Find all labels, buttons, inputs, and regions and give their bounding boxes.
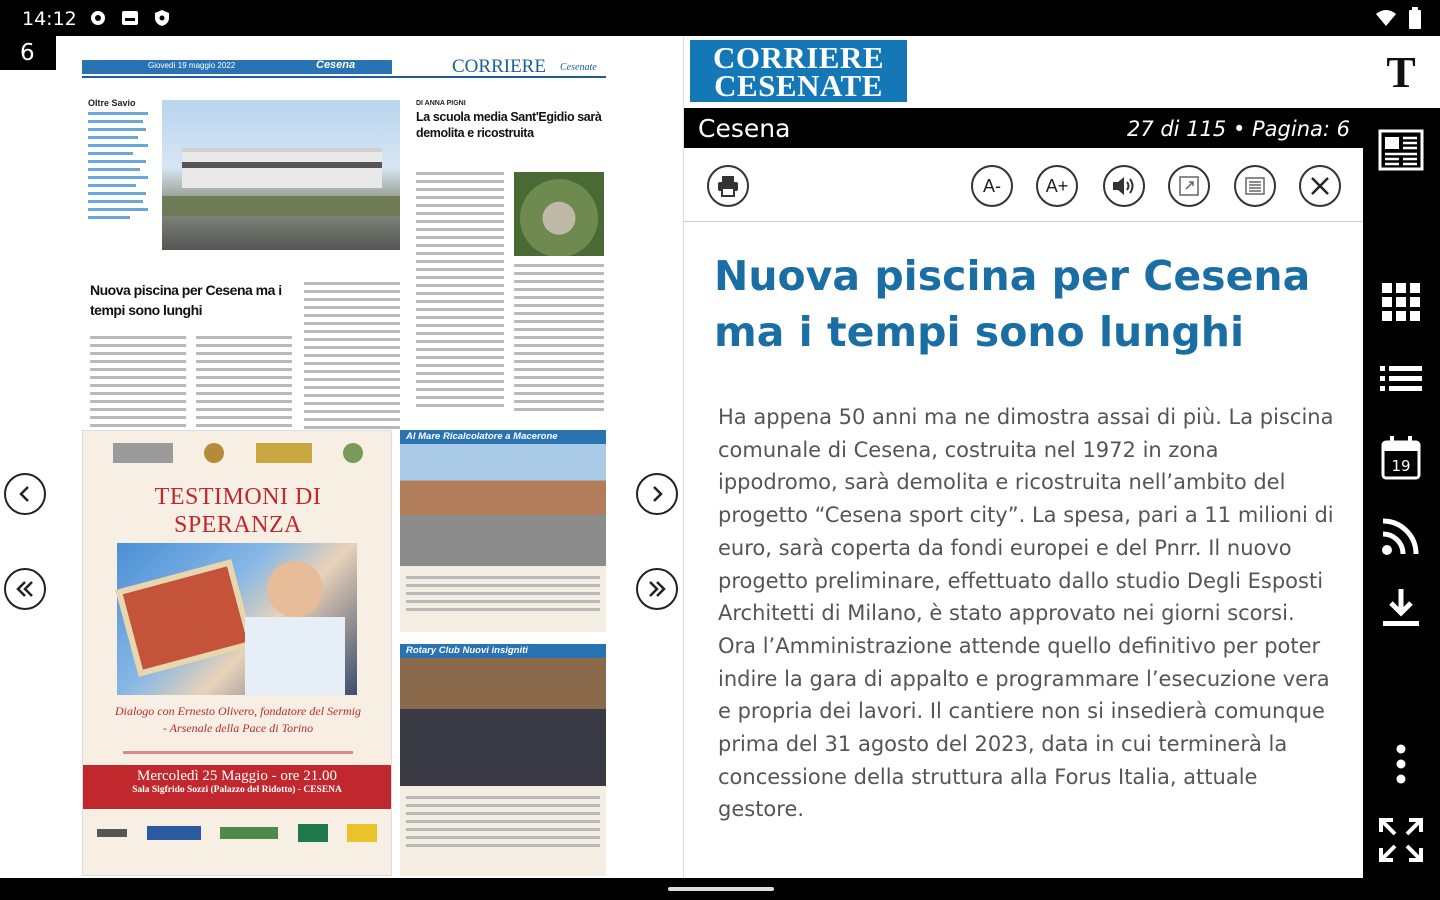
- newspaper-header: [82, 56, 606, 78]
- article-position: 27 di 115 • Pagina: 6: [1126, 117, 1350, 141]
- photo2-caption: Rotary Club Nuovi insigniti: [406, 645, 528, 656]
- newspaper-page[interactable]: [82, 56, 606, 876]
- logo-line-1: CORRIERE: [712, 40, 885, 75]
- newspaper-main-headline: Nuova piscina per Cesena ma i tempi sono lunghi: [90, 282, 282, 318]
- expand-icon: [1178, 175, 1200, 197]
- newspaper-logo: [690, 40, 907, 102]
- more-options-button[interactable]: [1377, 740, 1425, 788]
- article-list-button[interactable]: [1377, 355, 1425, 403]
- double-chevron-left-icon: [13, 579, 37, 599]
- article-headline: Nuova piscina per Cesena ma i tempi sono lunghi: [714, 252, 1311, 356]
- newspaper-sub-headline: La scuola media Sant'Egidio sarà demolita e ricostruita: [416, 110, 602, 140]
- download-icon: [1381, 587, 1421, 629]
- shield-icon: [152, 8, 172, 28]
- expand-button[interactable]: [1168, 165, 1210, 207]
- home-gesture-handle[interactable]: [668, 887, 774, 891]
- newspaper-sidebar-title: Oltre Savio: [88, 98, 136, 108]
- last-page-button[interactable]: [636, 568, 678, 610]
- double-chevron-right-icon: [645, 579, 669, 599]
- newspaper-sidebar-column: [88, 98, 154, 224]
- download-button[interactable]: [1377, 584, 1425, 632]
- calendar-button[interactable]: [1377, 434, 1425, 482]
- grid-icon: [1382, 283, 1420, 321]
- ad-date: Mercoledì 25 Maggio - ore 21.00: [137, 768, 337, 784]
- aerial-school-photo: [514, 172, 604, 256]
- printer-icon: [716, 175, 740, 197]
- street-photo-block: [400, 430, 606, 632]
- newspaper-sub-kicker: DI ANNA PIGNI: [416, 100, 466, 107]
- close-article-button[interactable]: [1299, 165, 1341, 207]
- font-decrease-button[interactable]: A-: [971, 165, 1013, 207]
- newspaper-header-brand: CORRIERE: [452, 56, 546, 77]
- page-viewer[interactable]: [0, 36, 683, 878]
- pool-building-photo: [162, 100, 400, 250]
- list-icon: [1380, 365, 1422, 393]
- rss-icon: [1381, 516, 1421, 556]
- ad-caption: Dialogo con Ernesto Olivero, fondatore del Sermig - Arsenale della Pace di Torino: [114, 704, 362, 735]
- font-increase-button[interactable]: A+: [1036, 165, 1078, 207]
- fullscreen-icon: [1379, 818, 1423, 862]
- newspaper-header-city: Cesena: [316, 59, 356, 71]
- newspaper-icon: [1244, 175, 1266, 197]
- section-bar: [684, 108, 1364, 148]
- previous-page-button[interactable]: [4, 473, 46, 515]
- newspaper-header-date: Giovedì 19 maggio 2022: [148, 61, 236, 70]
- status-bar: [0, 0, 1440, 36]
- close-icon: [1309, 175, 1331, 197]
- chevron-left-icon: [15, 484, 35, 504]
- logo-line-2: CESENATE: [714, 68, 883, 103]
- wifi-icon: [1374, 8, 1398, 33]
- page-view-button[interactable]: [1377, 126, 1425, 174]
- article-toolbar: [684, 148, 1364, 222]
- view-page-button[interactable]: [1234, 165, 1276, 207]
- newspaper-layout-icon: [1378, 129, 1424, 171]
- newspaper-sidebar-text: [88, 112, 154, 219]
- newspaper-header-brand-sub: Cesenate: [560, 62, 597, 73]
- more-vertical-icon: [1395, 744, 1407, 784]
- ad-title: TESTIMONI DI SPERANZA: [154, 484, 322, 538]
- calendar-day: 19: [1391, 457, 1411, 475]
- right-sidebar: [1363, 36, 1440, 878]
- ad-photo: [117, 543, 357, 695]
- event-advertisement: [82, 430, 392, 876]
- article-body: Ha appena 50 anni ma ne dimostra assai di più. La piscina comunale di Cesena, costruita nel 1972 in zona ippodromo, sarà demolita e ricostruita nell’ambito del progetto “Cesena sport city”. La spesa, pari a 11 milioni di euro, sarà coperta da fondi europei e del Pnrr. Il nuovo progetto preliminare, effettuato dallo studio Degli Esposti Architetti di Milano, è stato approvato nei giorni scorsi. Ora l’Amministrazione attende quello definitivo per poter indire la gara di appalto e programmare l’esecuzione vera e propria dei lavori. Il cantiere non si insedierà comunque prima del 31 agosto del 2023, data in cui terminerà la concessione della struttura alla Forus Italia, attuale gestore.: [718, 405, 1334, 822]
- settings-icon: [88, 8, 108, 28]
- fullscreen-button[interactable]: [1377, 816, 1425, 864]
- rss-feed-button[interactable]: [1377, 512, 1425, 560]
- thumbnails-button[interactable]: [1377, 278, 1425, 326]
- print-button[interactable]: [707, 165, 749, 207]
- status-time: 14:12: [22, 8, 77, 30]
- next-page-button[interactable]: [636, 473, 678, 515]
- system-nav-bar: [0, 878, 1440, 900]
- newspaper-sub-article: [416, 100, 604, 141]
- ad-venue: Sala Sigfrido Sozzi (Palazzo del Ridotto) - CESENA: [132, 785, 342, 795]
- page-number-badge: 6: [0, 36, 56, 70]
- first-page-button[interactable]: [4, 568, 46, 610]
- section-name: Cesena: [698, 114, 791, 143]
- photo-icon: [120, 8, 140, 28]
- chevron-right-icon: [647, 484, 667, 504]
- battery-icon: [1408, 7, 1422, 34]
- speaker-icon: [1111, 175, 1137, 197]
- article-reader: [683, 36, 1363, 878]
- text-mode-button[interactable]: T: [1386, 47, 1416, 97]
- photo1-caption: Al Mare Ricalcolatore a Macerone: [406, 431, 558, 442]
- text-to-speech-button[interactable]: [1103, 165, 1145, 207]
- rotary-photo-block: [400, 644, 606, 876]
